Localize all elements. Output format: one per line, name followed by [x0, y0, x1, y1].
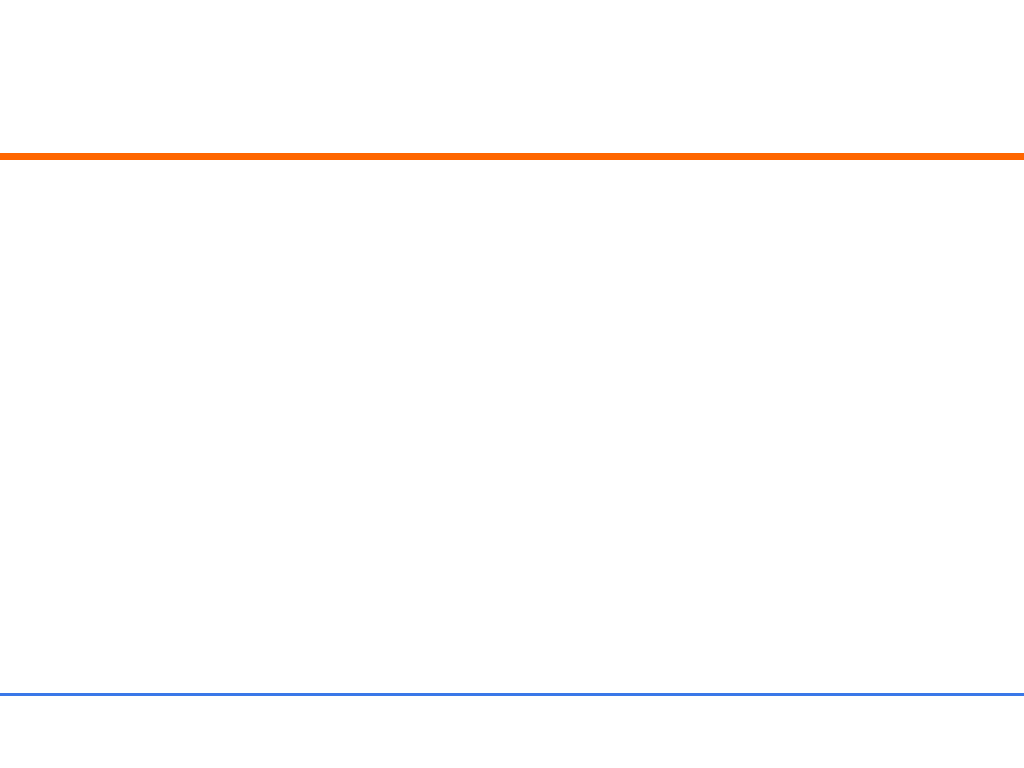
title-divider — [0, 153, 1024, 160]
footer-divider — [0, 693, 1024, 696]
